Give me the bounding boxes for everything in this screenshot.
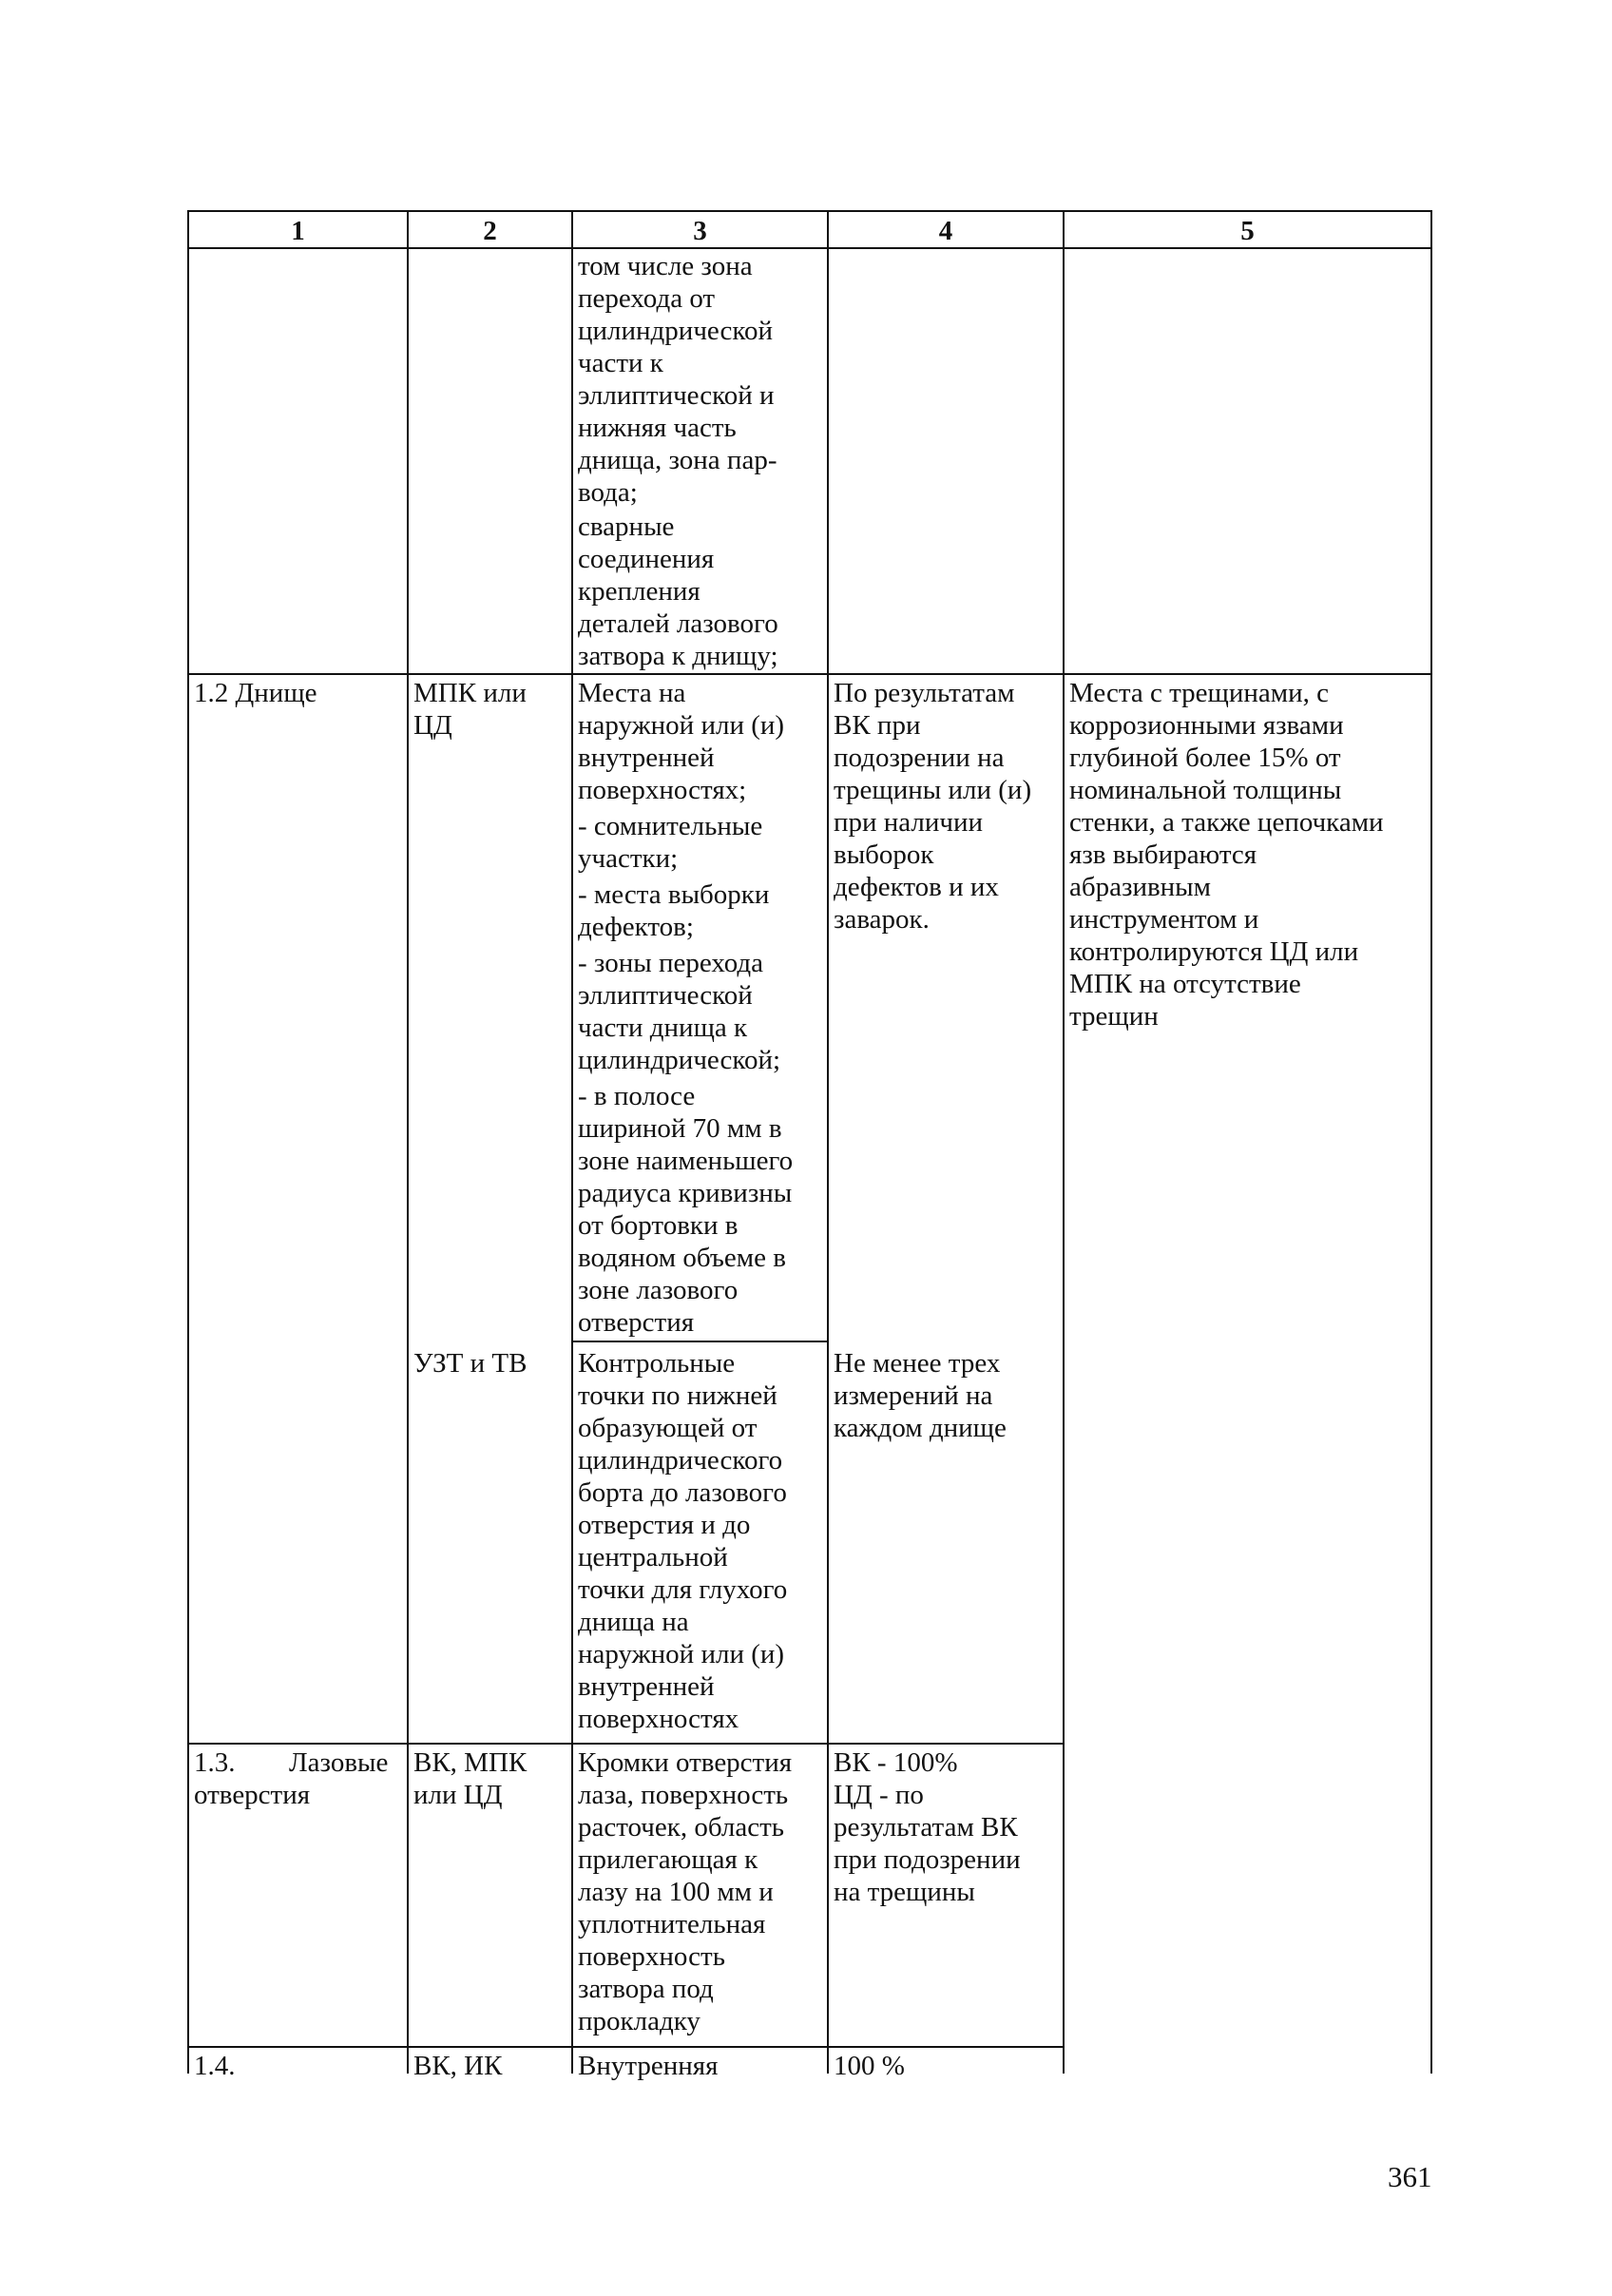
row-divider — [189, 673, 1430, 675]
inspection-zone-cell — [573, 677, 793, 1339]
header-col-5: 5 — [1240, 216, 1255, 246]
header-col-4: 4 — [938, 216, 953, 246]
header-col-3: 3 — [693, 216, 707, 246]
row-divider — [409, 2046, 827, 2048]
zone-text: - сомнительные участки; — [578, 811, 763, 874]
row-divider — [409, 1743, 827, 1745]
volume-cell: Не менее трех измерений на каждом днище — [834, 1348, 1007, 1443]
page-number: 361 — [1388, 2160, 1432, 2193]
zone-text: Места на наружной или (и) внутренней поверхностях; — [578, 678, 785, 805]
row-divider — [829, 2046, 1063, 2048]
row-divider — [189, 2046, 408, 2048]
row-label: отверстия — [194, 1780, 311, 1810]
continuation-text: том числе зона перехода от цилиндрической части к эллиптической и нижняя часть днища, зона пар- вода; — [578, 251, 777, 508]
notes-cell: Места с трещинами, с коррозионными язвами глубиной более 15% от номинальной толщины стенки, а также цепочками язв выбираются абразивным инструментом и контролируются ЦД или МПК на отсутствие трещин — [1069, 678, 1384, 1032]
row-divider — [572, 1341, 827, 1342]
zone-text: - места выборки дефектов; — [578, 879, 770, 942]
zone-text: - зоны перехода эллиптической части днища к цилиндрической; — [578, 948, 781, 1075]
row-label: 1.4. — [194, 2051, 236, 2081]
row-label: 1.2 Днище — [194, 678, 317, 708]
row-label: Лазовые — [289, 1747, 389, 1778]
method-cell: МПК или ЦД — [413, 678, 527, 741]
volume-cell: По результатам ВК при подозрении на трещины или (и) при наличии выборок дефектов и их заварок. — [834, 678, 1032, 935]
volume-cell: ВК - 100% ЦД - по результатам ВК при подозрении на трещины — [834, 1747, 1021, 1907]
inspection-zone-cell: Контрольные точки по нижней образующей от цилиндрического борта до лазового отверстия и до центральной точки для глухого днища на наружной или (и) внутренней поверхностях — [578, 1348, 788, 1734]
row-divider — [189, 1743, 408, 1745]
method-cell: ВК, МПК или ЦД — [413, 1747, 528, 1810]
inspection-table — [187, 210, 1432, 2081]
row-label: 1.3. — [194, 1747, 236, 1778]
method-cell: УЗТ и ТВ — [413, 1348, 528, 1379]
inspection-zone-cell: Внутренняя — [578, 2051, 719, 2081]
inspection-zone-cell: Кромки отверстия лаза, поверхность расточек, область прилегающая к лазу на 100 мм и уплотнительная поверхность затвора под прокладку — [578, 1747, 793, 2036]
zone-text: - в полосе шириной 70 мм в зоне наименьшего радиуса кривизны от бортовки в водяном объеме в зоне лазового отверстия — [578, 1081, 794, 1338]
volume-cell: 100 % — [834, 2051, 905, 2081]
header-col-1: 1 — [291, 216, 305, 246]
row-divider — [829, 1743, 1063, 1745]
header-col-2: 2 — [483, 216, 497, 246]
col-divider — [1063, 212, 1065, 2074]
continuation-text: сварные соединения крепления деталей лазового затвора к днищу; — [578, 511, 778, 671]
method-cell: ВК, ИК — [413, 2051, 503, 2081]
